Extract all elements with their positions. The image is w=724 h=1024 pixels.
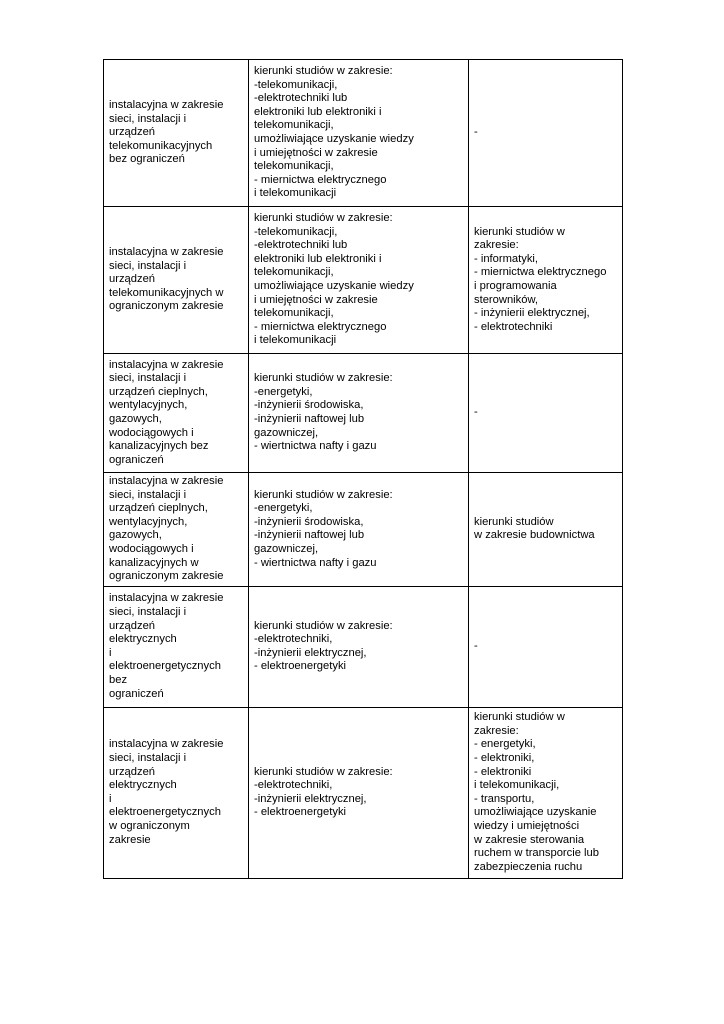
scope-cell: instalacyjna w zakresie sieci, instalacji i urządzeń cieplnych, wentylacyjnych, gazowych, wodociągowych i kanalizacyjnych bez ograniczeń [104,354,249,473]
scope-cell: instalacyjna w zakresie sieci, instalacji i urządzeń elektrycznych i elektroenergetycznych w ograniczonym zakresie [104,707,249,878]
table-row [104,473,623,587]
table-row [104,207,623,354]
related-studies-cell: - [469,586,623,707]
scope-cell: instalacyjna w zakresie sieci, instalacji i urządzeń elektrycznych i elektroenergetycznych bez ograniczeń [104,586,249,707]
required-studies-cell: kierunki studiów w zakresie: -elektrotechniki, -inżynierii elektrycznej, - elektroenergetyki [249,586,469,707]
related-studies-cell: kierunki studiów w zakresie: - informatyki, - miernictwa elektrycznego i programowania sterowników, - inżynierii elektrycznej, - elektrotechniki [469,207,623,354]
required-studies-cell: kierunki studiów w zakresie: -elektrotechniki, -inżynierii elektrycznej, - elektroenergetyki [249,707,469,878]
required-studies-cell: kierunki studiów w zakresie: -energetyki, -inżynierii środowiska, -inżynierii naftowej lub gazowniczej, - wiertnictwa nafty i gazu [249,473,469,587]
qualifications-table [103,59,623,879]
table-row [104,586,623,707]
related-studies-cell: kierunki studiów w zakresie budownictwa [469,473,623,587]
scope-cell: instalacyjna w zakresie sieci, instalacji i urządzeń telekomunikacyjnych bez ograniczeń [104,60,249,207]
related-studies-cell: kierunki studiów w zakresie: - energetyki, - elektroniki, - elektroniki i telekomunikacji, - transportu, umożliwiające uzyskanie wiedzy i umiejętności w zakresie sterowania ruchem w transporcie lub zabezpieczenia ruchu [469,707,623,878]
related-studies-cell: - [469,354,623,473]
scope-cell: instalacyjna w zakresie sieci, instalacji i urządzeń cieplnych, wentylacyjnych, gazowych, wodociągowych i kanalizacyjnych w ograniczonym zakresie [104,473,249,587]
required-studies-cell: kierunki studiów w zakresie: -telekomunikacji, -elektrotechniki lub elektroniki lub elektroniki i telekomunikacji, umożliwiające uzyskanie wiedzy i umiejętności w zakresie telekomunikacji, - miernictwa elektrycznego i telekomunikacji [249,60,469,207]
table-row [104,354,623,473]
scope-cell: instalacyjna w zakresie sieci, instalacji i urządzeń telekomunikacyjnych w ograniczonym zakresie [104,207,249,354]
related-studies-cell: - [469,60,623,207]
required-studies-cell: kierunki studiów w zakresie: -energetyki, -inżynierii środowiska, -inżynierii naftowej lub gazowniczej, - wiertnictwa nafty i gazu [249,354,469,473]
required-studies-cell: kierunki studiów w zakresie: -telekomunikacji, -elektrotechniki lub elektroniki lub elektroniki i telekomunikacji, umożliwiające uzyskanie wiedzy i umiejętności w zakresie telekomunikacji, - miernictwa elektrycznego i telekomunikacji [249,207,469,354]
table-row [104,707,623,878]
table-row [104,60,623,207]
